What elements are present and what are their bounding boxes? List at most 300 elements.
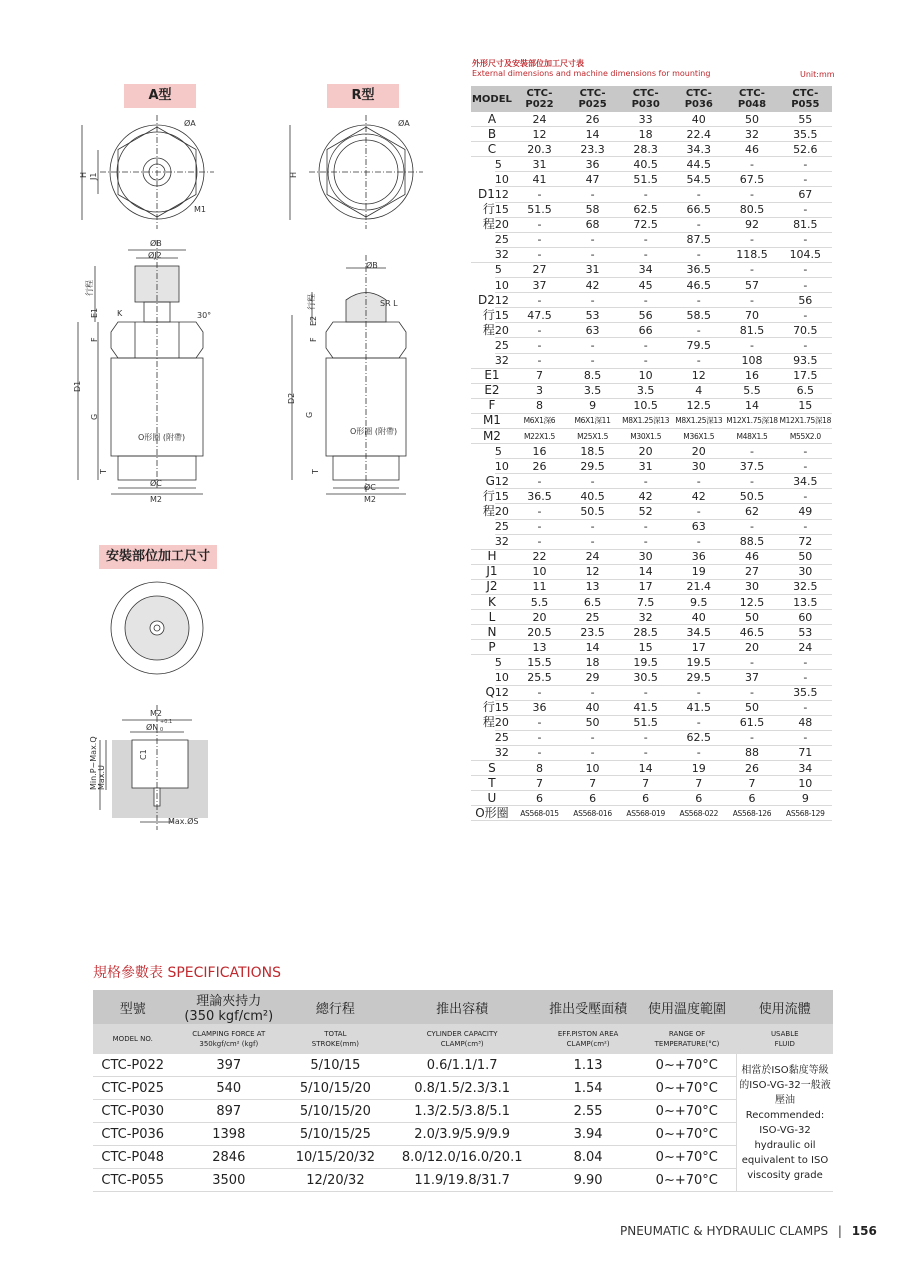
- dims-cell: -: [619, 534, 672, 549]
- dims-row: [471, 564, 832, 579]
- dims-cell: -: [779, 519, 832, 534]
- dims-cell: 57: [725, 278, 778, 293]
- dims-row: [471, 715, 832, 730]
- dims-cell: 27: [513, 262, 566, 277]
- dims-cell: 13: [513, 640, 566, 655]
- spec-row: [93, 1077, 833, 1100]
- type-r-label: R型: [327, 84, 399, 108]
- spec-title: 規格參數表 SPECIFICATIONS: [93, 965, 282, 981]
- dims-group-label: D1 行 程: [471, 157, 495, 263]
- spec-cell: 0~+70°C: [638, 1100, 737, 1123]
- dims-cell: 32.5: [779, 579, 832, 594]
- dims-cell: M30X1.5: [619, 428, 672, 443]
- dim-e2-text: E2: [309, 315, 318, 326]
- dims-sub-label: 12: [495, 187, 513, 202]
- dims-cell: 47.5: [513, 308, 566, 323]
- dims-cell: -: [779, 730, 832, 745]
- dims-cell: 24: [779, 640, 832, 655]
- dims-cell: 35.5: [779, 127, 832, 142]
- spec-cell: 1.13: [539, 1054, 638, 1077]
- dims-cell: 6: [566, 791, 619, 806]
- dims-cell: 4: [672, 383, 725, 398]
- dims-cell: -: [566, 474, 619, 489]
- spec-header-en: MODEL NO.: [93, 1024, 172, 1054]
- dims-cell: 7.5: [619, 595, 672, 610]
- dims-cell: -: [779, 232, 832, 247]
- dims-sub-label: 15: [495, 308, 513, 323]
- dims-cell: 22.4: [672, 127, 725, 142]
- dims-row: [471, 323, 832, 338]
- dims-row: [471, 459, 832, 474]
- spec-cell: CTC-P030: [93, 1100, 172, 1123]
- dims-cell: 14: [619, 564, 672, 579]
- dims-row: [471, 745, 832, 760]
- dims-cell: -: [779, 157, 832, 172]
- dims-cell: 31: [619, 459, 672, 474]
- dims-cell: 42: [619, 489, 672, 504]
- dims-cell: 17: [619, 579, 672, 594]
- dims-cell: 34: [619, 262, 672, 277]
- dims-cell: 16: [513, 444, 566, 459]
- footer-text: PNEUMATIC & HYDRAULIC CLAMPS: [620, 1224, 829, 1238]
- spec-cell: 2.0/3.9/5.9/9.9: [386, 1123, 539, 1146]
- dims-cell: 36: [672, 549, 725, 564]
- dims-cell: -: [725, 157, 778, 172]
- dims-cell: 17: [672, 640, 725, 655]
- dims-cell: -: [619, 519, 672, 534]
- dims-cell: 46: [725, 142, 778, 157]
- dims-cell: 55: [779, 112, 832, 127]
- dims-cell: -: [672, 745, 725, 760]
- dims-row: [471, 368, 832, 383]
- spec-cell: 0~+70°C: [638, 1054, 737, 1077]
- dims-cell: -: [779, 278, 832, 293]
- dim-b-r-text: ØB: [366, 261, 378, 270]
- dims-cell: M6X1深6: [513, 413, 566, 428]
- dims-cell: 87.5: [672, 232, 725, 247]
- dims-cell: 81.5: [725, 323, 778, 338]
- dims-cell: 30: [619, 549, 672, 564]
- dim-f-r-text: F: [309, 337, 318, 342]
- dim-n-text: ØN: [146, 723, 159, 732]
- dims-sub-label: 10: [495, 670, 513, 685]
- dims-cell: 30: [779, 564, 832, 579]
- dim-angle-text: 30°: [197, 311, 212, 320]
- dims-cell: 72.5: [619, 217, 672, 232]
- dims-cell: 29: [566, 670, 619, 685]
- dims-cell: -: [619, 232, 672, 247]
- dims-row-label: P: [471, 640, 513, 655]
- dims-cell: -: [566, 745, 619, 760]
- spec-cell: 2.55: [539, 1100, 638, 1123]
- dims-cell: -: [779, 655, 832, 670]
- dims-cell: 56: [779, 293, 832, 308]
- spec-header-cn: 型號: [93, 990, 172, 1024]
- dims-row-label: C: [471, 142, 513, 157]
- dims-cell: 6.5: [566, 595, 619, 610]
- dims-cell: 12: [672, 368, 725, 383]
- dims-row: [471, 202, 832, 217]
- dim-t-r-text: T: [311, 469, 320, 474]
- dims-cell: -: [672, 534, 725, 549]
- dims-cell: 3: [513, 383, 566, 398]
- dims-row-label: T: [471, 776, 513, 791]
- dims-cell: -: [779, 262, 832, 277]
- dims-cell: AS568-015: [513, 806, 566, 821]
- dims-cell: 51.5: [619, 715, 672, 730]
- dims-cell: -: [619, 353, 672, 368]
- dims-row-label: M2: [471, 428, 513, 443]
- dim-c-text: ØC: [150, 479, 162, 488]
- dims-unit: Unit:mm: [800, 70, 835, 79]
- dims-cell: 20: [513, 610, 566, 625]
- spec-header-cn: 推出容積: [386, 990, 539, 1024]
- dims-cell: 15.5: [513, 655, 566, 670]
- dims-cell: 50.5: [566, 504, 619, 519]
- spec-cell: CTC-P022: [93, 1054, 172, 1077]
- spec-cell: 1.54: [539, 1077, 638, 1100]
- dims-row: [471, 534, 832, 549]
- dims-cell: 60: [779, 610, 832, 625]
- spec-cell: 0~+70°C: [638, 1146, 737, 1169]
- dims-cell: 56: [619, 308, 672, 323]
- dims-cell: 41: [513, 172, 566, 187]
- dims-row: [471, 353, 832, 368]
- dims-header-col: CTC-P025: [566, 86, 619, 112]
- dims-cell: 36.5: [672, 262, 725, 277]
- spec-cell: 0.8/1.5/2.3/3.1: [386, 1077, 539, 1100]
- dims-cell: -: [619, 685, 672, 700]
- dims-cell: 14: [619, 761, 672, 776]
- dims-cell: M36X1.5: [672, 428, 725, 443]
- spec-cell: 8.0/12.0/16.0/20.1: [386, 1146, 539, 1169]
- dims-cell: AS568-126: [725, 806, 778, 821]
- dims-cell: AS568-129: [779, 806, 832, 821]
- dims-cell: -: [513, 247, 566, 262]
- dims-row: [471, 474, 832, 489]
- dims-cell: 62: [725, 504, 778, 519]
- dims-cell: 41.5: [672, 700, 725, 715]
- spec-cell: 0~+70°C: [638, 1123, 737, 1146]
- dims-cell: -: [725, 444, 778, 459]
- dims-cell: 93.5: [779, 353, 832, 368]
- dims-cell: 8: [513, 398, 566, 413]
- dims-group-label: G 行 程: [471, 444, 495, 550]
- dims-cell: 37.5: [725, 459, 778, 474]
- dims-cell: 5.5: [513, 595, 566, 610]
- dims-cell: -: [725, 730, 778, 745]
- dims-cell: -: [566, 534, 619, 549]
- dims-cell: 67: [779, 187, 832, 202]
- dims-sub-label: 5: [495, 157, 513, 172]
- dims-cell: -: [566, 247, 619, 262]
- dims-cell: 41.5: [619, 700, 672, 715]
- dims-cell: 7: [725, 776, 778, 791]
- dims-cell: 92: [725, 217, 778, 232]
- dims-cell: 8.5: [566, 368, 619, 383]
- dims-cell: -: [779, 444, 832, 459]
- dims-cell: 37: [725, 670, 778, 685]
- dims-cell: -: [672, 323, 725, 338]
- dims-cell: -: [779, 172, 832, 187]
- type-a-label: A型: [124, 84, 196, 108]
- dims-cell: 10.5: [619, 398, 672, 413]
- dims-cell: 53: [566, 308, 619, 323]
- dim-e1-text: E1: [90, 307, 99, 318]
- dims-row-label: E2: [471, 383, 513, 398]
- spec-header-en: EFF.PISTON AREA CLAMP(cm²): [539, 1024, 638, 1054]
- spec-row: [93, 1146, 833, 1169]
- dims-header-col: CTC-P030: [619, 86, 672, 112]
- dims-cell: 118.5: [725, 247, 778, 262]
- dims-sub-label: 32: [495, 745, 513, 760]
- dims-row: [471, 549, 832, 564]
- dims-cell: 25.5: [513, 670, 566, 685]
- spec-header-en: CLAMPING FORCE AT 350kgf/cm² (kgf): [172, 1024, 285, 1054]
- spec-cell: 10/15/20/32: [285, 1146, 386, 1169]
- dims-row: [471, 338, 832, 353]
- dims-sub-label: 15: [495, 202, 513, 217]
- dims-cell: -: [619, 293, 672, 308]
- dims-cell: -: [619, 187, 672, 202]
- dims-sub-label: 25: [495, 338, 513, 353]
- dims-cell: 9.5: [672, 595, 725, 610]
- dims-cell: -: [566, 519, 619, 534]
- dims-cell: AS568-019: [619, 806, 672, 821]
- dims-cell: 62.5: [619, 202, 672, 217]
- spec-header-en: CYLINDER CAPACITY CLAMP(cm³): [386, 1024, 539, 1054]
- dims-cell: 61.5: [725, 715, 778, 730]
- footer: PNEUMATIC & HYDRAULIC CLAMPS | 156: [620, 1224, 877, 1238]
- dim-maxu-text: Max.U: [97, 765, 106, 790]
- dims-cell: M12X1.75深18: [725, 413, 778, 428]
- dims-cell: -: [566, 353, 619, 368]
- spec-cell: 12/20/32: [285, 1169, 386, 1192]
- dims-cell: AS568-022: [672, 806, 725, 821]
- dims-cell: 54.5: [672, 172, 725, 187]
- dims-header-col: CTC-P055: [779, 86, 832, 112]
- dims-cell: 12.5: [672, 398, 725, 413]
- dims-cell: 10: [566, 761, 619, 776]
- dims-cell: 9: [566, 398, 619, 413]
- dims-row-label: N: [471, 625, 513, 640]
- dims-cell: 79.5: [672, 338, 725, 353]
- dims-group-label: Q 行 程: [471, 655, 495, 761]
- spec-cell: 397: [172, 1054, 285, 1077]
- dims-row: [471, 428, 832, 443]
- dims-sub-label: 32: [495, 247, 513, 262]
- dims-cell: 24: [566, 549, 619, 564]
- dim-g-text: G: [90, 413, 99, 420]
- dims-cell: 58.5: [672, 308, 725, 323]
- dims-cell: -: [725, 655, 778, 670]
- dims-cell: 68: [566, 217, 619, 232]
- dims-cell: 29.5: [566, 459, 619, 474]
- dims-cell: 63: [566, 323, 619, 338]
- dims-cell: 48: [779, 715, 832, 730]
- dims-cell: -: [619, 730, 672, 745]
- dims-header-model: MODEL: [471, 86, 513, 112]
- dims-cell: -: [779, 700, 832, 715]
- dims-cell: 30: [672, 459, 725, 474]
- spec-cell: 5/10/15/20: [285, 1077, 386, 1100]
- dims-cell: 3.5: [619, 383, 672, 398]
- dims-cell: -: [725, 187, 778, 202]
- dims-cell: 12: [513, 127, 566, 142]
- spec-cell: CTC-P036: [93, 1123, 172, 1146]
- dims-cell: 50.5: [725, 489, 778, 504]
- dims-cell: -: [672, 187, 725, 202]
- dims-cell: 15: [619, 640, 672, 655]
- dims-cell: 19.5: [672, 655, 725, 670]
- dim-maxs-text: Max.ØS: [168, 817, 199, 826]
- dims-row: [471, 444, 832, 459]
- dim-d1-text: D1: [73, 380, 82, 392]
- dim-c1-text: C1: [139, 749, 148, 760]
- dims-row: [471, 504, 832, 519]
- dims-sub-label: 5: [495, 262, 513, 277]
- dims-cell: -: [566, 232, 619, 247]
- dims-cell: -: [513, 353, 566, 368]
- dims-cell: 8: [513, 761, 566, 776]
- dims-cell: 49: [779, 504, 832, 519]
- dims-cell: 18: [566, 655, 619, 670]
- dims-cell: -: [725, 519, 778, 534]
- dims-cell: -: [619, 338, 672, 353]
- dims-cell: 42: [672, 489, 725, 504]
- dims-cell: 11: [513, 579, 566, 594]
- dim-a-text: ØA: [184, 119, 196, 128]
- dims-row: [471, 519, 832, 534]
- dims-cell: 36.5: [513, 489, 566, 504]
- dims-row: [471, 172, 832, 187]
- dims-cell: -: [725, 685, 778, 700]
- dims-cell: -: [779, 670, 832, 685]
- dims-row: [471, 217, 832, 232]
- dims-row: [471, 383, 832, 398]
- dims-cell: 71: [779, 745, 832, 760]
- dims-cell: 32: [619, 610, 672, 625]
- spec-header-en: TOTAL STROKE(mm): [285, 1024, 386, 1054]
- dims-cell: 12: [566, 564, 619, 579]
- dim-m1-text: M1: [194, 205, 206, 214]
- spec-cell: 5/10/15/25: [285, 1123, 386, 1146]
- dims-cell: 44.5: [672, 157, 725, 172]
- dims-cell: 51.5: [619, 172, 672, 187]
- dims-sub-label: 10: [495, 459, 513, 474]
- dims-cell: -: [513, 338, 566, 353]
- dims-cell: M22X1.5: [513, 428, 566, 443]
- dims-row: [471, 791, 832, 806]
- dim-a-r-text: ØA: [398, 119, 410, 128]
- dim-stroke-r-text: 行程: [307, 294, 316, 310]
- dims-cell: 66: [619, 323, 672, 338]
- dims-row: [471, 247, 832, 262]
- dims-cell: 20: [725, 640, 778, 655]
- dims-header-col: CTC-P048: [725, 86, 778, 112]
- dims-cell: -: [513, 685, 566, 700]
- dims-row-label: O形圈: [471, 806, 513, 821]
- dims-cell: 62.5: [672, 730, 725, 745]
- dims-row: [471, 655, 832, 670]
- dims-header-col: CTC-P036: [672, 86, 725, 112]
- dims-cell: M55X2.0: [779, 428, 832, 443]
- dims-cell: 67.5: [725, 172, 778, 187]
- dims-cell: -: [619, 745, 672, 760]
- dims-cell: 14: [725, 398, 778, 413]
- dims-cell: 52.6: [779, 142, 832, 157]
- dims-sub-label: 20: [495, 217, 513, 232]
- dims-cell: -: [779, 338, 832, 353]
- dims-cell: 18.5: [566, 444, 619, 459]
- spec-cell: 9.90: [539, 1169, 638, 1192]
- dims-cell: 32: [725, 127, 778, 142]
- dims-cell: -: [513, 504, 566, 519]
- dim-c-r-text: ØC: [364, 483, 376, 492]
- spec-header-cn: 總行程: [285, 990, 386, 1024]
- dims-title-cn: 外形尺寸及安裝部位加工尺寸表: [472, 59, 584, 68]
- dims-cell: 7: [513, 776, 566, 791]
- dims-sub-label: 12: [495, 293, 513, 308]
- dims-cell: 66.5: [672, 202, 725, 217]
- page-number: 156: [851, 1224, 877, 1238]
- dims-cell: 31: [566, 262, 619, 277]
- dims-row-label: J2: [471, 579, 513, 594]
- dims-cell: 10: [513, 564, 566, 579]
- dims-row: [471, 489, 832, 504]
- dims-row: [471, 232, 832, 247]
- dims-cell: 13.5: [779, 595, 832, 610]
- oring-text: O形圈 (附帶): [138, 433, 186, 442]
- dims-sub-label: 20: [495, 715, 513, 730]
- dims-row-label: A: [471, 112, 513, 127]
- dims-cell: -: [513, 323, 566, 338]
- dims-sub-label: 12: [495, 685, 513, 700]
- spec-table: [93, 990, 833, 1192]
- dims-row: [471, 142, 832, 157]
- dims-row-label: L: [471, 610, 513, 625]
- spec-cell: 540: [172, 1077, 285, 1100]
- spec-cell: CTC-P048: [93, 1146, 172, 1169]
- dims-cell: 42: [566, 278, 619, 293]
- dims-cell: -: [513, 730, 566, 745]
- dims-cell: -: [779, 308, 832, 323]
- dim-srl-text: SR L: [380, 299, 398, 308]
- dims-cell: 7: [619, 776, 672, 791]
- dims-cell: -: [619, 474, 672, 489]
- dims-cell: -: [513, 534, 566, 549]
- spec-cell: 2846: [172, 1146, 285, 1169]
- dims-cell: -: [566, 338, 619, 353]
- dims-row: [471, 595, 832, 610]
- dims-cell: 6: [672, 791, 725, 806]
- dims-cell: 29.5: [672, 670, 725, 685]
- dims-cell: 51.5: [513, 202, 566, 217]
- dims-row: [471, 398, 832, 413]
- spec-cell: 1398: [172, 1123, 285, 1146]
- dims-cell: 17.5: [779, 368, 832, 383]
- spec-row: [93, 1169, 833, 1192]
- dims-cell: 26: [513, 459, 566, 474]
- dims-cell: 6: [619, 791, 672, 806]
- dims-cell: -: [513, 232, 566, 247]
- dims-cell: 30: [725, 579, 778, 594]
- dims-cell: 10: [619, 368, 672, 383]
- dims-row: [471, 112, 832, 127]
- dim-m2-text: M2: [150, 495, 162, 504]
- dims-cell: 88: [725, 745, 778, 760]
- spec-row: [93, 1100, 833, 1123]
